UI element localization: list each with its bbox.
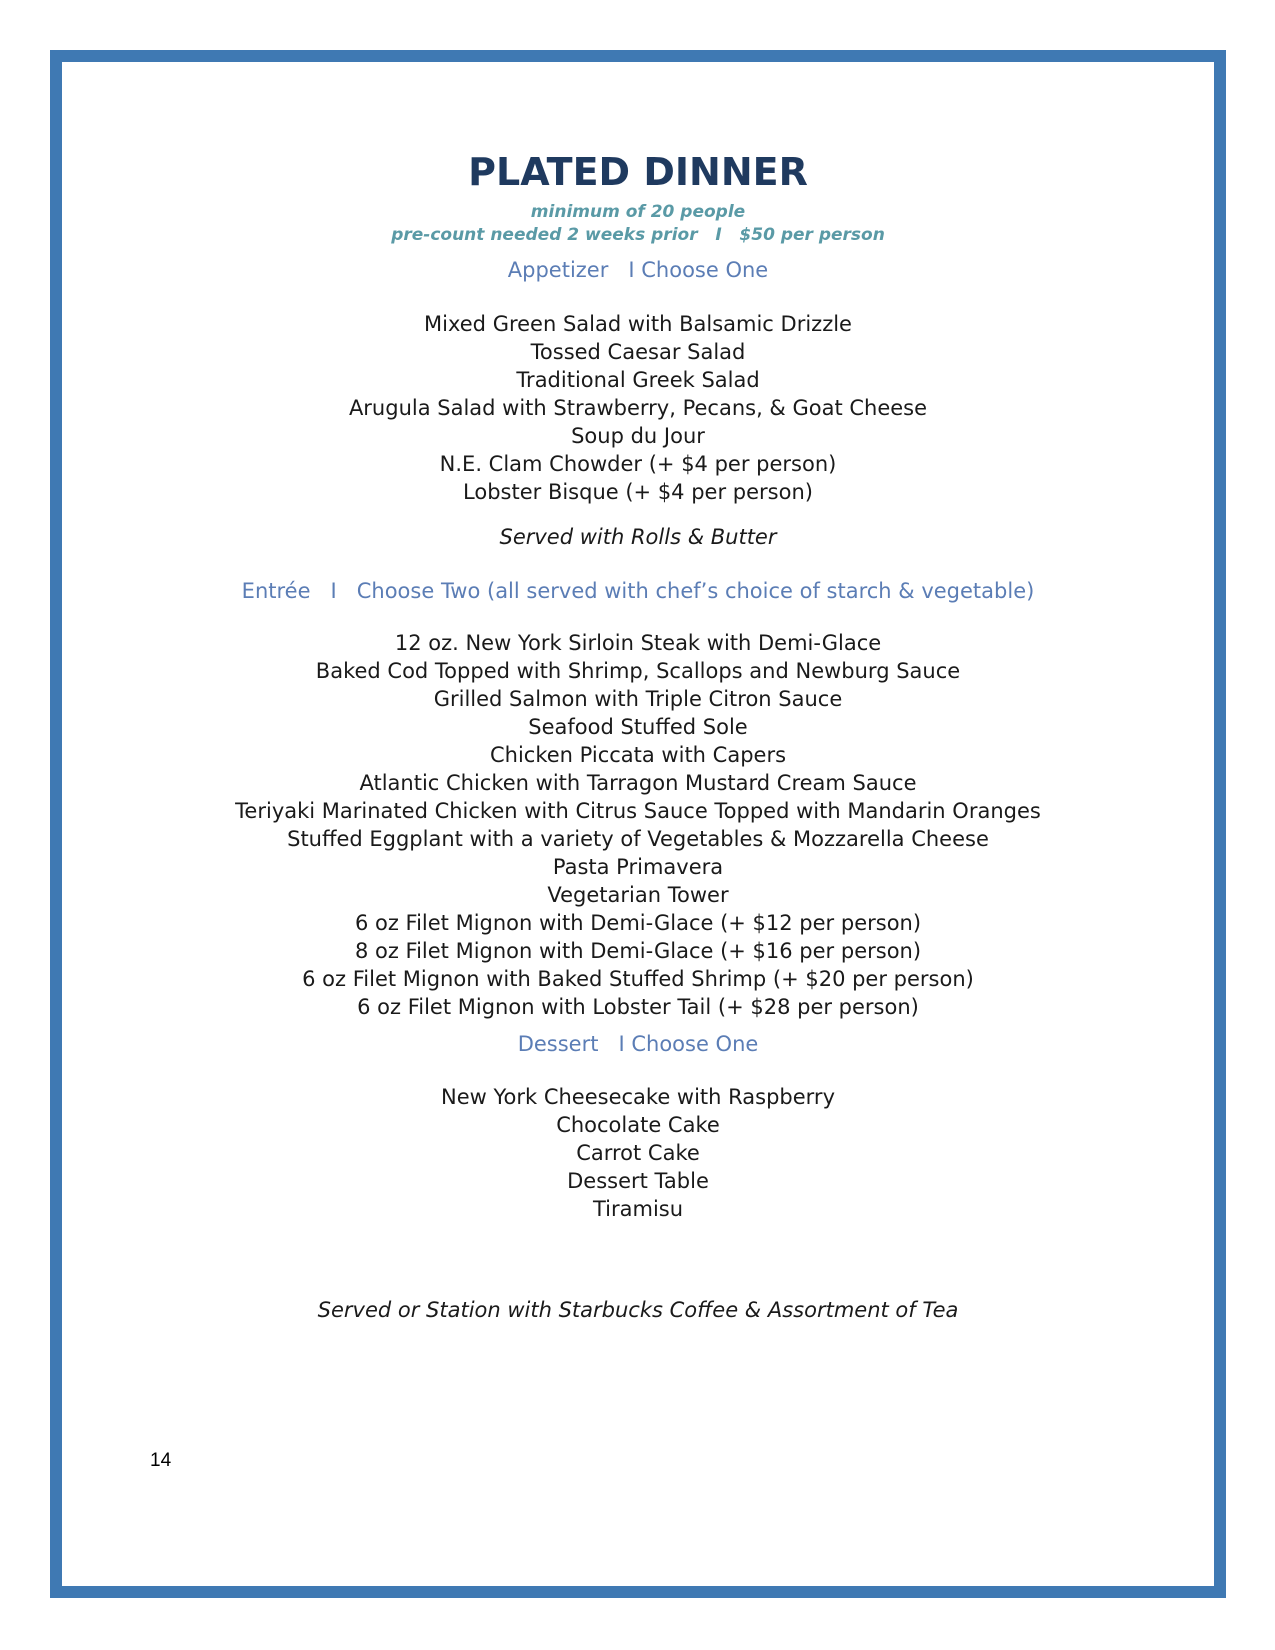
appetizer-list <box>62 310 1214 506</box>
list-item: 6 oz Filet Mignon with Baked Stuffed Shrimp (+ $20 per person) <box>302 967 974 991</box>
subtitle-minimum: minimum of 20 people <box>530 202 746 222</box>
list-item: 6 oz Filet Mignon with Demi-Glace (+ $12 per person) <box>354 911 922 935</box>
list-item: Baked Cod Topped with Shrimp, Scallops and Newburg Sauce <box>315 659 961 683</box>
list-item: Tossed Caesar Salad <box>530 340 746 364</box>
list-item: Tiramisu <box>592 1197 684 1221</box>
subtitle-pricing: pre-count needed 2 weeks prior I $50 per person <box>391 225 885 245</box>
list-item: Teriyaki Marinated Chicken with Citrus Sauce Topped with Mandarin Oranges <box>235 799 1041 823</box>
list-item: 12 oz. New York Sirloin Steak with Demi-Glace <box>394 631 882 655</box>
list-item: Traditional Greek Salad <box>516 368 760 392</box>
list-item: Lobster Bisque (+ $4 per person) <box>463 480 813 504</box>
list-item: Arugula Salad with Strawberry, Pecans, & Goat Cheese <box>348 396 928 420</box>
list-item: Dessert Table <box>567 1169 709 1193</box>
list-item: Carrot Cake <box>576 1141 700 1165</box>
appetizer-heading: Appetizer I Choose One <box>507 258 769 282</box>
page-title: PLATED DINNER <box>468 150 808 194</box>
list-item: 8 oz Filet Mignon with Demi-Glace (+ $16 per person) <box>354 939 922 963</box>
dessert-heading: Dessert I Choose One <box>517 1032 759 1056</box>
list-item: 6 oz Filet Mignon with Lobster Tail (+ $28 per person) <box>357 995 919 1019</box>
list-item: Grilled Salmon with Triple Citron Sauce <box>433 687 843 711</box>
list-item: Chicken Piccata with Capers <box>489 743 787 767</box>
list-item: Soup du Jour <box>571 424 705 448</box>
list-item: Mixed Green Salad with Balsamic Drizzle <box>424 312 852 336</box>
list-item: Vegetarian Tower <box>547 883 729 907</box>
list-item: Seafood Stuffed Sole <box>528 715 748 739</box>
dessert-list <box>62 1083 1214 1223</box>
entree-list <box>62 629 1214 1021</box>
list-item: New York Cheesecake with Raspberry <box>440 1085 835 1109</box>
list-item: Atlantic Chicken with Tarragon Mustard Cream Sauce <box>359 771 917 795</box>
list-item: N.E. Clam Chowder (+ $4 per person) <box>439 452 837 476</box>
page-number: 14 <box>150 1450 172 1471</box>
list-item: Chocolate Cake <box>556 1113 720 1137</box>
list-item: Pasta Primavera <box>552 855 724 879</box>
entree-heading: Entrée I Choose Two (all served with chef’s choice of starch & vegetable) <box>241 579 1035 603</box>
appetizer-note: Served with Rolls & Butter <box>499 525 777 549</box>
list-item: Stuffed Eggplant with a variety of Vegetables & Mozzarella Cheese <box>287 827 989 851</box>
footer-note: Served or Station with Starbucks Coffee & Assortment of Tea <box>317 1298 959 1322</box>
